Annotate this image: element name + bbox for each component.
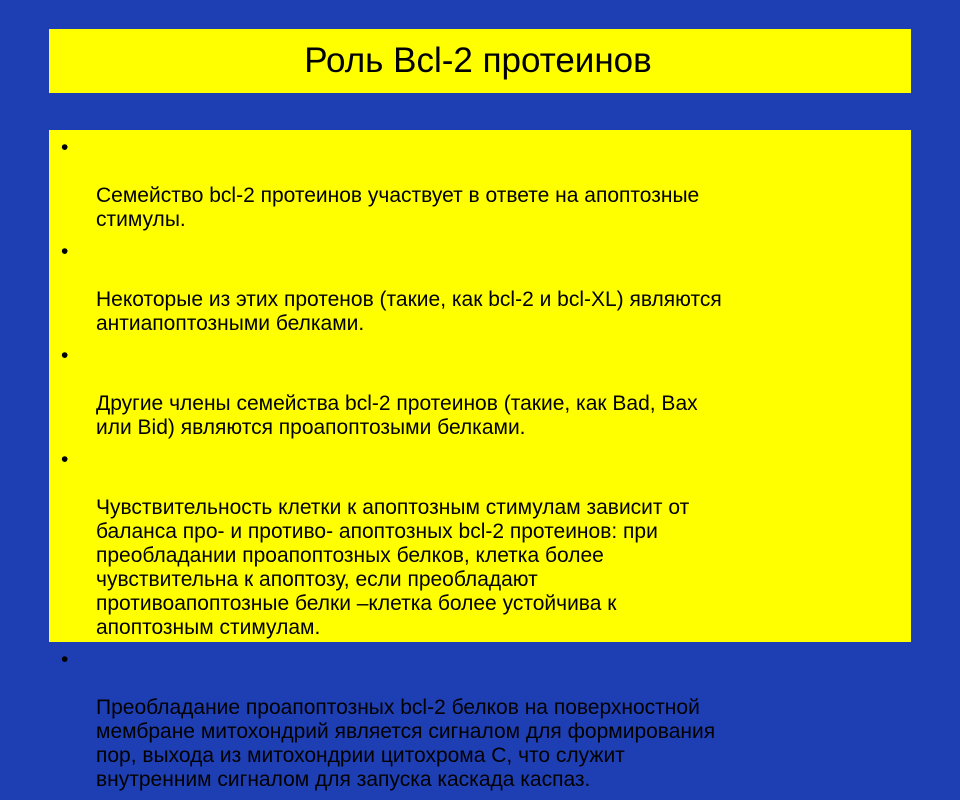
- bullet-item: [61, 344, 886, 440]
- bullet-list: [61, 136, 886, 800]
- bullet-text: Чувствительность клетки к апоптозным стимулам зависит от баланса про- и противо- апоптозных bcl-2 протеинов: при преобладании проапоптозных белков, клетка более чувствительна к апоптозу, если преобладают противоапоптозные белки –клетка более устойчива к апоптозным стимулам.: [96, 496, 690, 639]
- slide-title: Роль Bcl-2 протеинов: [304, 41, 652, 80]
- bullet-text: Преобладание проапоптозных bcl-2 белков на поверхностной мембране митохондрий является сигналом для формирования пор, выхода из митохондрии цитохрома С, что служит внутренним сигналом для запуска каскада каспаз.: [96, 696, 716, 791]
- content-panel: [49, 130, 911, 791]
- bullet-icon: •: [61, 344, 69, 367]
- bullet-item: [61, 240, 886, 336]
- bullet-text: Другие члены семейства bcl-2 протеинов (такие, как Bad, Bax или Bid) являются проапоптозыми белками.: [96, 392, 698, 439]
- bullet-item: [61, 448, 886, 640]
- bullet-icon: •: [61, 240, 69, 263]
- title-panel: [49, 29, 911, 93]
- bullet-icon: •: [61, 136, 69, 159]
- bullet-text: Семейство bcl-2 протеинов участвует в ответе на апоптозные стимулы.: [96, 184, 700, 231]
- bullet-icon: •: [61, 448, 69, 471]
- bullet-icon: •: [61, 648, 69, 671]
- bullet-item: [61, 136, 886, 232]
- bullet-item: [61, 648, 886, 792]
- bullet-text: Некоторые из этих протенов (такие, как bcl-2 и bcl-XL) являются антиапоптозными белками.: [96, 288, 722, 335]
